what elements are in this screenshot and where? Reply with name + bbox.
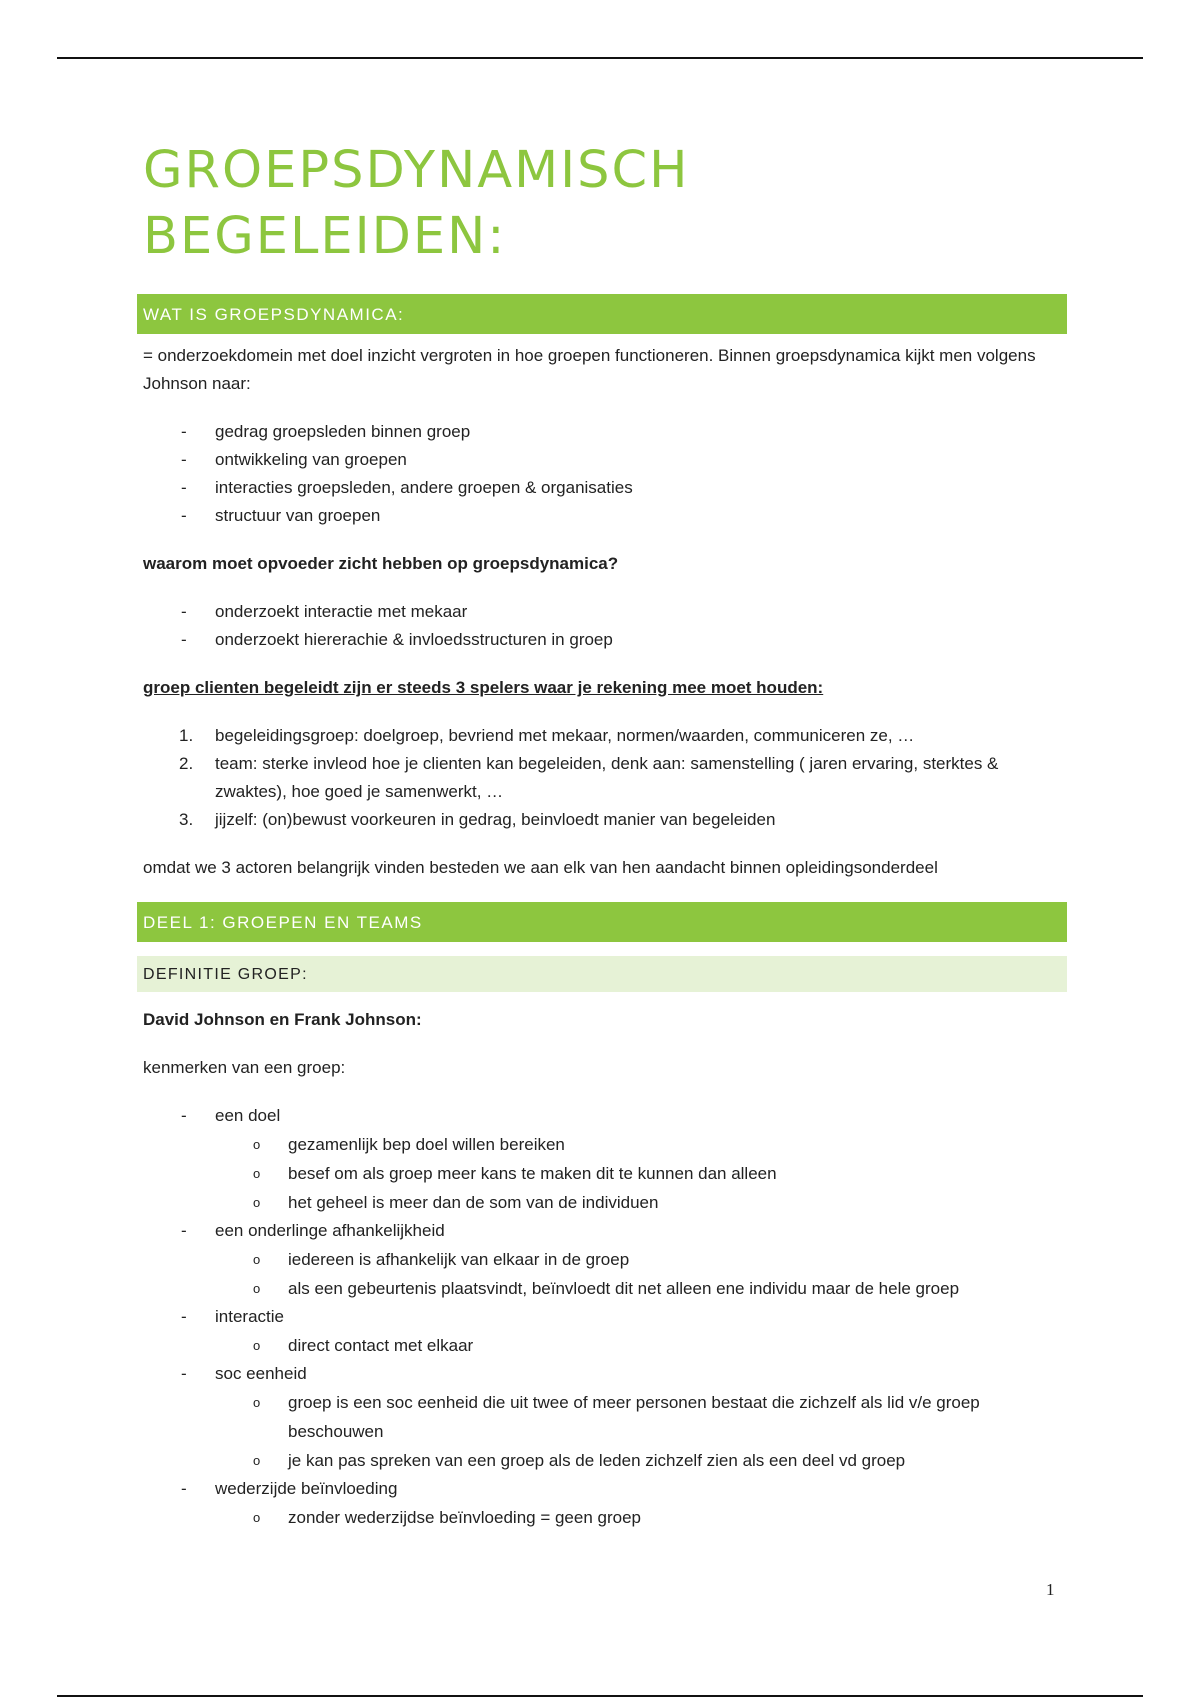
title-line-2: BEGELEIDEN: — [143, 207, 507, 266]
question-heading: waarom moet opvoeder zicht hebben op groepsdynamica? — [143, 554, 619, 573]
header-rule — [57, 57, 1143, 59]
list-item: - soc eenheid o groep is een soc eenheid die uit twee of meer personen bestaat die zichzelf als lid v/e groep beschouwen o je kan pas spreken van een groep als de leden zichzelf zien als een deel vd groep — [143, 1360, 1063, 1475]
document-body — [143, 138, 1063, 1532]
sub-list-item: o zonder wederzijdse beïnvloeding = geen groep — [143, 1503, 1063, 1532]
sub-list — [215, 1331, 1063, 1360]
sub-list-item: o het geheel is meer dan de som van de individuen — [143, 1188, 1063, 1217]
list-item: - onderzoekt hiererachie & invloedsstructuren in groep — [143, 626, 1063, 654]
sub-list-item: o besef om als groep meer kans te maken dit te kunnen dan alleen — [143, 1159, 1063, 1188]
authors-line: David Johnson en Frank Johnson: — [143, 1010, 422, 1029]
sub-list-item: o je kan pas spreken van een groep als de leden zichzelf zien als een deel vd groep — [143, 1446, 1063, 1475]
list-item: - wederzijde beïnvloeding o zonder wederzijdse beïnvloeding = geen groep — [143, 1475, 1063, 1532]
sub-list — [215, 1503, 1063, 1532]
sub-list-item: o als een gebeurtenis plaatsvindt, beïnvloedt dit net alleen ene individu maar de hele groep — [143, 1274, 1063, 1303]
list-item: - een onderlinge afhankelijkheid o iedereen is afhankelijk van elkaar in de groep o als een gebeurtenis plaatsvindt, beïnvloedt dit net alleen ene individu maar de hele groep — [143, 1217, 1063, 1303]
sub-list-item: o iedereen is afhankelijk van elkaar in de groep — [143, 1245, 1063, 1274]
dash-marker: - — [181, 1221, 187, 1240]
dash-marker: - — [181, 1479, 187, 1498]
list-item: 1. begeleidingsgroep: doelgroep, bevriend met mekaar, normen/waarden, communiceren ze, … — [179, 726, 915, 745]
kenmerken-intro: kenmerken van een groep: — [143, 1058, 346, 1077]
list-item: - structuur van groepen — [143, 502, 1063, 530]
circle-marker: o — [253, 1166, 261, 1181]
dash-marker: - — [181, 602, 187, 621]
dash-marker: - — [181, 506, 187, 525]
list-item: - onderzoekt interactie met mekaar — [143, 598, 1063, 626]
section-heading-deel-1: DEEL 1: GROEPEN EN TEAMS — [137, 902, 1067, 942]
players-list — [143, 722, 1063, 834]
players-heading: groep clienten begeleidt zijn er steeds 3 spelers waar je rekening mee moet houden: — [143, 678, 824, 697]
circle-marker: o — [253, 1510, 261, 1525]
circle-marker: o — [253, 1395, 261, 1410]
sub-list-item: o gezamenlijk bep doel willen bereiken — [143, 1130, 1063, 1159]
sub-list — [215, 1130, 1063, 1217]
list-item: 2. team: sterke invleod hoe je clienten kan begeleiden, denk aan: samenstelling ( jaren ervaring, sterktes & zwaktes), hoe goed je samenwerkt, … — [179, 754, 999, 801]
list-item: - ontwikkeling van groepen — [143, 446, 1063, 474]
list-item: - interactie o direct contact met elkaar — [143, 1303, 1063, 1360]
title-line-1: GROEPSDYNAMISCH — [143, 141, 690, 200]
page-number: 1 — [1046, 1580, 1055, 1599]
circle-marker: o — [253, 1453, 261, 1468]
dash-marker: - — [181, 422, 187, 441]
dash-marker: - — [181, 1307, 187, 1326]
dash-marker: - — [181, 630, 187, 649]
kenmerken-list — [143, 1102, 1063, 1532]
dash-marker: - — [181, 1364, 187, 1383]
circle-marker: o — [253, 1137, 261, 1152]
circle-marker: o — [253, 1195, 261, 1210]
dash-marker: - — [181, 450, 187, 469]
johnson-list — [143, 418, 1063, 530]
subsection-heading-definitie-groep: DEFINITIE GROEP: — [137, 956, 1067, 992]
circle-marker: o — [253, 1252, 261, 1267]
sub-list — [215, 1388, 1063, 1475]
closing-paragraph: omdat we 3 actoren belangrijk vinden besteden we aan elk van hen aandacht binnen opleidingsonderdeel — [143, 858, 938, 877]
section-heading-wat-is-groepsdynamica: WAT IS GROEPSDYNAMICA: — [137, 294, 1067, 334]
sub-list-item: o groep is een soc eenheid die uit twee of meer personen bestaat die zichzelf als lid v/e groep beschouwen — [143, 1388, 1063, 1446]
circle-marker: o — [253, 1338, 261, 1353]
dash-marker: - — [181, 1106, 187, 1125]
question-list — [143, 598, 1063, 654]
list-item: - interacties groepsleden, andere groepen & organisaties — [143, 474, 1063, 502]
document-title — [143, 138, 1063, 270]
footer-rule — [57, 1695, 1143, 1697]
sub-list-item: o direct contact met elkaar — [143, 1331, 1063, 1360]
circle-marker: o — [253, 1281, 261, 1296]
list-item: - een doel o gezamenlijk bep doel willen bereiken o besef om als groep meer kans te maken dit te kunnen dan alleen o het geheel is meer dan de som van de individuen — [143, 1102, 1063, 1217]
list-item: 3. jijzelf: (on)bewust voorkeuren in gedrag, beinvloedt manier van begeleiden — [179, 810, 776, 829]
list-item: - gedrag groepsleden binnen groep — [143, 418, 1063, 446]
sub-list — [215, 1245, 1063, 1303]
dash-marker: - — [181, 478, 187, 497]
intro-paragraph: = onderzoekdomein met doel inzicht vergroten in hoe groepen functioneren. Binnen groepsdynamica kijkt men volgens Johnson naar: — [143, 346, 1036, 393]
